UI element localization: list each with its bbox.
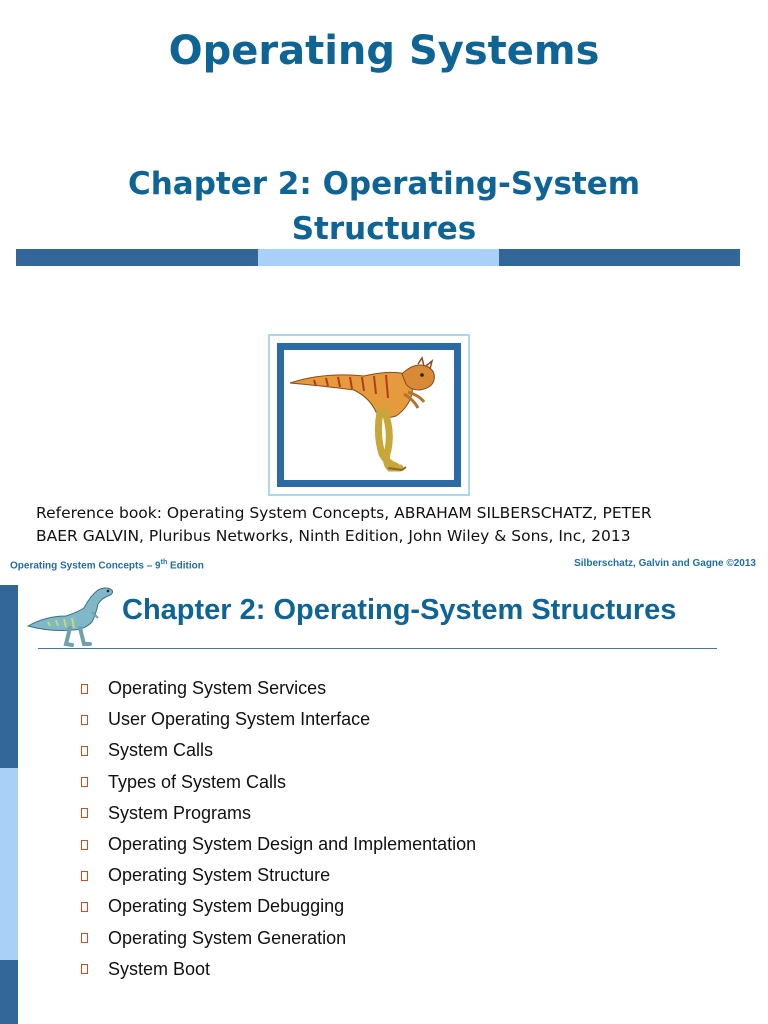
title-rule	[38, 648, 717, 649]
list-item	[78, 735, 476, 766]
main-title: Operating Systems	[168, 28, 600, 74]
list-item	[78, 767, 476, 798]
square-bullet-icon	[81, 871, 88, 881]
footer-edition	[10, 559, 204, 571]
chapter-title	[84, 162, 684, 252]
list-item-label: System Boot	[108, 958, 211, 979]
list-item-label: System Calls	[108, 740, 214, 761]
list-item	[78, 954, 476, 985]
side-bar-bottom	[0, 960, 18, 1024]
cover-image	[277, 343, 461, 487]
title-bar-left	[16, 249, 258, 266]
square-bullet-icon	[81, 808, 88, 818]
list-item	[78, 829, 476, 860]
side-bar-top	[0, 585, 18, 768]
square-bullet-icon	[81, 933, 88, 943]
dinosaur-logo-icon	[26, 582, 118, 653]
reference-line1: Reference book: Operating System Concepts, ABRAHAM SILBERSCHATZ, PETER	[36, 504, 652, 522]
reference-line2: BAER GALVIN, Pluribus Networks, Ninth Edition, John Wiley & Sons, Inc, 2013	[36, 527, 631, 545]
title-bar-middle	[258, 249, 499, 266]
list-item	[78, 891, 476, 922]
square-bullet-icon	[81, 840, 88, 850]
reference-text	[36, 502, 746, 548]
list-item-label: Types of System Calls	[108, 771, 287, 792]
square-bullet-icon	[81, 964, 88, 974]
list-item	[78, 860, 476, 891]
square-bullet-icon	[81, 777, 88, 787]
dinosaur-illustration-icon	[284, 350, 454, 480]
square-bullet-icon	[81, 715, 88, 725]
square-bullet-icon	[81, 684, 88, 694]
list-item-label: Operating System Services	[108, 678, 327, 699]
square-bullet-icon	[81, 902, 88, 912]
square-bullet-icon	[81, 746, 88, 756]
title-bar-right	[499, 249, 740, 266]
list-item-label: User Operating System Interface	[108, 709, 371, 730]
slide2-title: Chapter 2: Operating-System Structures	[122, 594, 677, 626]
footer-edition-suffix: Edition	[167, 560, 204, 572]
list-item-label: Operating System Design and Implementation	[108, 834, 477, 855]
list-item	[78, 923, 476, 954]
list-item	[78, 798, 476, 829]
list-item	[78, 704, 476, 735]
footer-edition-sup: th	[160, 559, 168, 566]
list-item-label: System Programs	[108, 802, 252, 823]
chapter-title-line2: Structures	[291, 211, 477, 247]
cover-image-frame	[268, 334, 470, 496]
side-bar-middle	[0, 768, 18, 960]
chapter-title-line1: Chapter 2: Operating-System	[127, 166, 641, 202]
list-item-label: Operating System Structure	[108, 865, 331, 886]
list-item	[78, 673, 476, 704]
footer-copyright: Silberschatz, Galvin and Gagne ©2013	[574, 558, 756, 569]
list-item-label: Operating System Debugging	[108, 896, 345, 917]
list-item-label: Operating System Generation	[108, 927, 347, 948]
topic-list	[78, 673, 476, 985]
footer-edition-text: Operating System Concepts – 9	[10, 560, 161, 572]
